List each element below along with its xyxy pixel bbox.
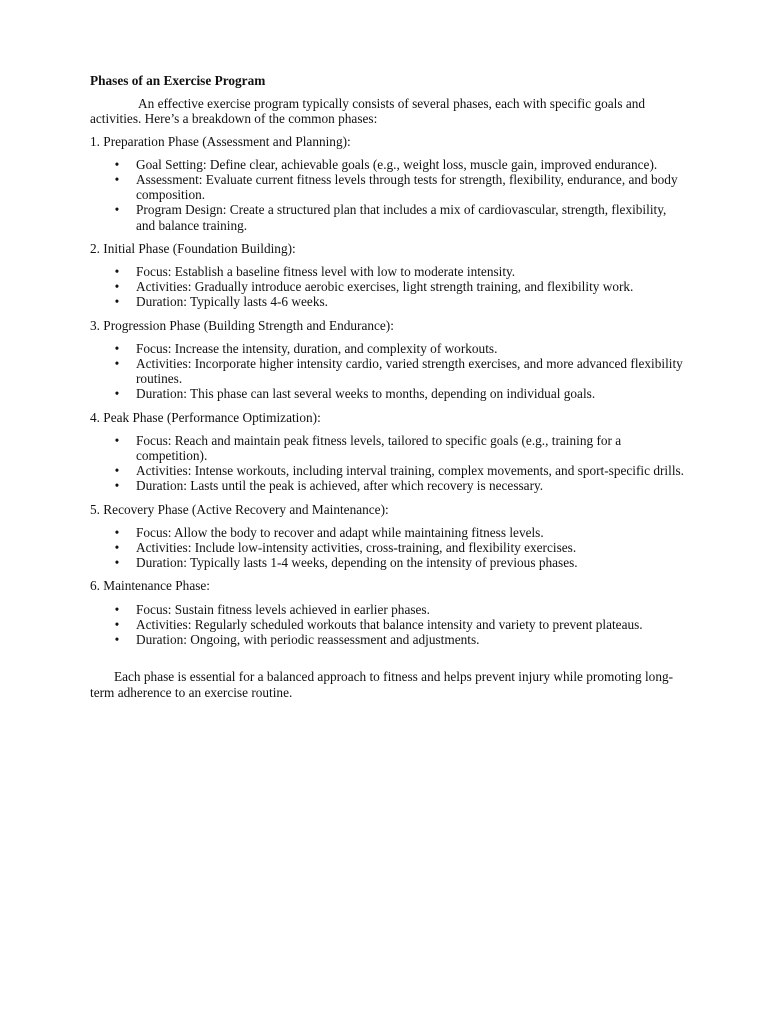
list-item-text: Activities: Gradually introduce aerobic exercises, light strength training, and flexibility work. <box>136 279 634 295</box>
list-item <box>90 433 686 463</box>
bullet-icon: • <box>114 202 120 218</box>
list-item <box>90 602 686 617</box>
list-item <box>90 555 686 570</box>
phase-section-2 <box>90 241 686 310</box>
bullet-icon: • <box>114 601 120 617</box>
list-item <box>90 463 686 478</box>
list-item <box>90 202 686 232</box>
intro-paragraph: An effective exercise program typically consists of several phases, each with specific goals and activities. Here’s a breakdown of the common phases: <box>90 96 646 127</box>
list-item-text: Duration: Typically lasts 1-4 weeks, depending on the intensity of previous phases. <box>136 555 578 571</box>
bullet-icon: • <box>114 294 120 310</box>
bullet-list <box>90 157 686 233</box>
list-item <box>90 279 686 294</box>
bullet-icon: • <box>114 432 120 448</box>
bullet-icon: • <box>114 478 120 494</box>
phase-sections <box>90 134 686 648</box>
list-item-text: Focus: Establish a baseline fitness level with low to moderate intensity. <box>136 264 516 280</box>
bullet-icon: • <box>114 356 120 372</box>
list-item-text: Activities: Intense workouts, including interval training, complex movements, and sport-specific drills. <box>136 463 685 479</box>
bullet-list <box>90 433 686 494</box>
list-item-text: Duration: This phase can last several weeks to months, depending on individual goals. <box>136 386 596 402</box>
bullet-icon: • <box>114 463 120 479</box>
list-item-text: Activities: Include low-intensity activities, cross-training, and flexibility exercises. <box>136 540 577 556</box>
list-item-text: Focus: Increase the intensity, duration, and complexity of workouts. <box>136 340 498 356</box>
list-item-text: Focus: Reach and maintain peak fitness levels, tailored to specific goals (e.g., training for a competition). <box>136 432 622 464</box>
phase-section-6 <box>90 578 686 647</box>
phase-heading: 2. Initial Phase (Foundation Building): <box>90 240 296 256</box>
list-item-text: Duration: Typically lasts 4-6 weeks. <box>136 294 328 310</box>
bullet-icon: • <box>114 555 120 571</box>
list-item-text: Activities: Regularly scheduled workouts that balance intensity and variety to prevent plateaus. <box>136 616 643 632</box>
phase-section-4 <box>90 410 686 494</box>
list-item <box>90 617 686 632</box>
phase-heading: 4. Peak Phase (Performance Optimization): <box>90 409 321 425</box>
list-item <box>90 478 686 493</box>
phase-section-1 <box>90 134 686 233</box>
bullet-icon: • <box>114 340 120 356</box>
bullet-icon: • <box>114 632 120 648</box>
phase-heading: 6. Maintenance Phase: <box>90 578 211 594</box>
document-page <box>90 73 686 700</box>
phase-heading: 5. Recovery Phase (Active Recovery and Maintenance): <box>90 501 389 517</box>
closing-paragraph: Each phase is essential for a balanced approach to fitness and helps prevent injury while promoting long-term adherence to an exercise routine. <box>90 669 674 700</box>
phase-heading: 1. Preparation Phase (Assessment and Planning): <box>90 133 351 149</box>
bullet-icon: • <box>114 524 120 540</box>
list-item-text: Activities: Incorporate higher intensity cardio, varied strength exercises, and more advanced flexibility routines. <box>136 356 683 387</box>
bullet-list <box>90 341 686 402</box>
list-item <box>90 294 686 309</box>
list-item-text: Program Design: Create a structured plan that includes a mix of cardiovascular, strength, flexibility, and balance training. <box>136 202 667 233</box>
bullet-icon: • <box>114 540 120 556</box>
list-item <box>90 386 686 401</box>
list-item <box>90 341 686 356</box>
bullet-icon: • <box>114 156 120 172</box>
list-item <box>90 356 686 386</box>
phase-section-5 <box>90 502 686 571</box>
list-item <box>90 632 686 647</box>
list-item-text: Assessment: Evaluate current fitness levels through tests for strength, flexibility, endurance, and body composition. <box>136 172 678 203</box>
bullet-icon: • <box>114 172 120 188</box>
phase-section-3 <box>90 318 686 402</box>
bullet-list <box>90 602 686 648</box>
bullet-icon: • <box>114 616 120 632</box>
list-item-text: Focus: Allow the body to recover and adapt while maintaining fitness levels. <box>136 524 544 540</box>
bullet-list <box>90 264 686 310</box>
bullet-icon: • <box>114 279 120 295</box>
list-item <box>90 264 686 279</box>
list-item-text: Duration: Ongoing, with periodic reassessment and adjustments. <box>136 632 480 648</box>
list-item <box>90 172 686 202</box>
list-item-text: Duration: Lasts until the peak is achieved, after which recovery is necessary. <box>136 478 544 494</box>
phase-heading: 3. Progression Phase (Building Strength and Endurance): <box>90 317 394 333</box>
list-item <box>90 540 686 555</box>
bullet-icon: • <box>114 264 120 280</box>
document-title: Phases of an Exercise Program <box>90 73 266 88</box>
bullet-list <box>90 525 686 571</box>
list-item-text: Goal Setting: Define clear, achievable goals (e.g., weight loss, muscle gain, improved endurance). <box>136 156 658 172</box>
list-item <box>90 157 686 172</box>
list-item-text: Focus: Sustain fitness levels achieved in earlier phases. <box>136 601 430 617</box>
bullet-icon: • <box>114 386 120 402</box>
list-item <box>90 525 686 540</box>
